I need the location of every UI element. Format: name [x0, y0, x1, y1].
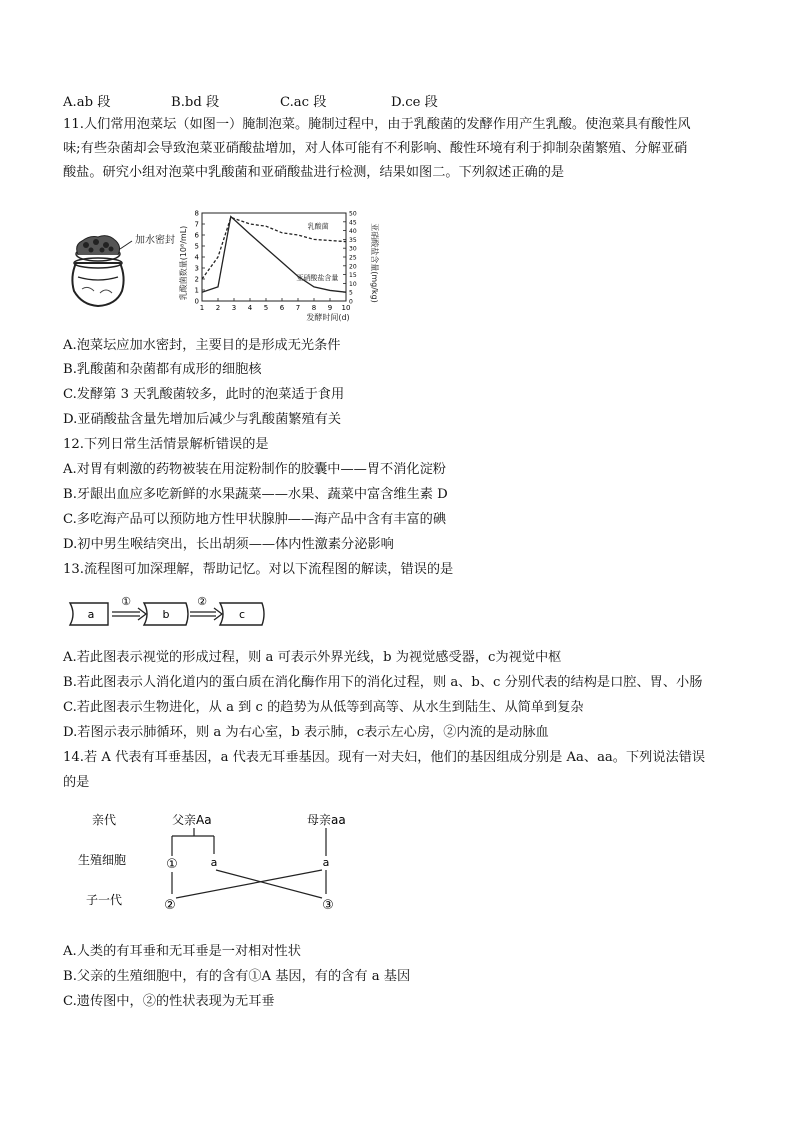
offspring-3-marker: ③ [322, 898, 334, 913]
row-label-gametes: 生殖细胞 [78, 853, 127, 867]
gamete-1-marker: ① [166, 857, 178, 872]
x-tick-label: 10 [341, 304, 351, 312]
jar-label: 加水密封 [135, 235, 175, 246]
q12-option-b: B.牙龈出血应多吃新鲜的水果蔬菜——水果、蔬菜中富含维生素 D [63, 487, 448, 502]
q13-stem: 13.流程图可加深理解，帮助记忆。对以下流程图的解读，错误的是 [63, 562, 454, 577]
row-label-parents: 亲代 [92, 813, 117, 827]
chart-x-axis-label: 发酵时间(d) [306, 313, 350, 322]
series-label-1: 亚硝酸盐含量 [296, 273, 339, 282]
series-label-0: 乳酸菌 [307, 222, 329, 231]
flow-node-c-label: c [238, 608, 246, 621]
q12-stem: 12.下列日常生活情景解析错误的是 [63, 437, 269, 452]
q11-option-b: B.乳酸菌和杂菌都有成形的细胞核 [63, 362, 262, 377]
chart-y2-axis-label: 亚硝酸盐含量(mg/kg) [370, 223, 379, 303]
q14-stem-line-1: 14.若 A 代表有耳垂基因，a 代表无耳垂基因。现有一对夫妇，他们的基因组成分别是 Aa、aa。下列说法错误 [63, 750, 706, 765]
q10-option-b: B.bd 段 [171, 95, 220, 110]
figure-pickle-jar [60, 205, 175, 323]
y-tick-label: 3 [194, 264, 199, 273]
y-tick-label: 0 [194, 297, 199, 306]
y2-tick-label: 45 [349, 219, 357, 227]
lactic-nitrite-chart [178, 205, 378, 323]
flow-arrow-2-label: ② [197, 595, 207, 608]
y-tick-label: 5 [194, 242, 199, 251]
arrow-2-icon [214, 608, 222, 620]
y2-tick-label: 20 [349, 263, 357, 271]
row-label-offspring: 子一代 [86, 893, 123, 907]
q14-option-c: C.遗传图中，②的性状表现为无耳垂 [63, 994, 275, 1009]
q12-option-d: D.初中男生喉结突出，长出胡须——体内性激素分泌影响 [63, 537, 394, 552]
y2-tick-label: 30 [349, 245, 357, 253]
father-label: 父亲Aa [172, 813, 212, 827]
y2-tick-label: 40 [349, 228, 357, 236]
y2-tick-label: 5 [349, 289, 353, 297]
inheritance-diagram [64, 800, 364, 928]
y2-tick-label: 35 [349, 236, 357, 244]
flow-arrow-1-label: ① [121, 595, 131, 608]
figure-chart [178, 205, 378, 323]
q11-option-d: D.亚硝酸盐含量先增加后减少与乳酸菌繁殖有关 [63, 412, 342, 427]
figure-inheritance-diagram [64, 800, 364, 928]
q11-stem-line-1: 11.人们常用泡菜坛（如图一）腌制泡菜。腌制过程中，由于乳酸菌的发酵作用产生乳酸。使泡菜具有酸性风 [63, 117, 691, 132]
q13-option-a: A.若此图表示视觉的形成过程，则 a 可表示外界光线，b 为视觉感受器，c为视觉中枢 [63, 650, 562, 665]
x-tick-label: 4 [247, 304, 253, 312]
gamete-mother-a: a [322, 856, 330, 869]
gamete-father-a: a [210, 856, 218, 869]
flowchart-drawing [64, 593, 274, 635]
y-tick-label: 1 [194, 286, 199, 295]
q13-option-d: D.若图示表示肺循环，则 a 为右心室，b 表示肺，c表示左心房，②内流的是动脉血 [63, 725, 549, 740]
q10-options [63, 91, 523, 111]
offspring-2-marker: ② [164, 898, 176, 913]
q14-option-b: B.父亲的生殖细胞中，有的含有①A 基因，有的含有 a 基因 [63, 969, 411, 984]
x-tick-label: 5 [263, 304, 269, 312]
x-tick-label: 7 [295, 304, 301, 312]
y-tick-label: 4 [194, 253, 199, 262]
flow-node-a-label: a [87, 608, 95, 621]
y-tick-label: 7 [194, 220, 199, 229]
figure-flowchart [64, 593, 274, 635]
y-tick-label: 6 [194, 231, 199, 240]
x-tick-label: 3 [231, 304, 237, 312]
x-tick-label: 9 [327, 304, 333, 312]
y2-tick-label: 25 [349, 254, 357, 262]
q12-option-a: A.对胃有刺激的药物被装在用淀粉制作的胶囊中——胃不消化淀粉 [63, 462, 446, 477]
q14-stem-line-2: 的是 [63, 775, 90, 790]
q11-option-c: C.发酵第 3 天乳酸菌较多，此时的泡菜适于食用 [63, 387, 345, 402]
q13-option-c: C.若此图表示生物进化，从 a 到 c 的趋势为从低等到高等、从水生到陆生、从简单到复杂 [63, 700, 584, 715]
y2-tick-label: 15 [349, 272, 357, 280]
x-tick-label: 8 [311, 304, 317, 312]
y2-tick-label: 50 [349, 210, 357, 218]
y-tick-label: 8 [194, 209, 199, 218]
q11-stem-line-3: 酸盐。研究小组对泡菜中乳酸菌和亚硝酸盐进行检测，结果如图二。下列叙述正确的是 [63, 165, 565, 180]
y2-tick-label: 10 [349, 280, 357, 288]
chart-y-axis-label: 乳酸菌数量(10⁸/mL) [179, 225, 188, 301]
q10-option-c: C.ac 段 [280, 95, 327, 110]
q10-option-d: D.ce 段 [391, 95, 438, 110]
q11-option-a: A.泡菜坛应加水密封，主要目的是形成无光条件 [63, 338, 341, 353]
pickle-jar-drawing [60, 205, 175, 323]
q10-option-a: A.ab 段 [63, 95, 111, 110]
y-tick-label: 2 [194, 275, 199, 284]
x-tick-label: 6 [279, 304, 285, 312]
q13-option-b: B.若此图表示人消化道内的蛋白质在消化酶作用下的消化过程，则 a、b、c 分别代表的结构是口腔、胃、小肠 [63, 675, 703, 690]
flow-node-b-label: b [162, 608, 170, 621]
q14-option-a: A.人类的有耳垂和无耳垂是一对相对性状 [63, 944, 301, 959]
x-tick-label: 2 [215, 304, 221, 312]
q11-stem-line-2: 味;有些杂菌却会导致泡菜亚硝酸盐增加，对人体可能有不利影响、酸性环境有利于抑制杂菌繁殖、分解亚硝 [63, 141, 688, 156]
arrow-1-icon [138, 608, 146, 620]
y2-tick-label: 0 [349, 298, 353, 306]
x-tick-label: 1 [199, 304, 205, 312]
q12-option-c: C.多吃海产品可以预防地方性甲状腺肿——海产品中含有丰富的碘 [63, 512, 447, 527]
mother-label: 母亲aa [307, 813, 346, 827]
